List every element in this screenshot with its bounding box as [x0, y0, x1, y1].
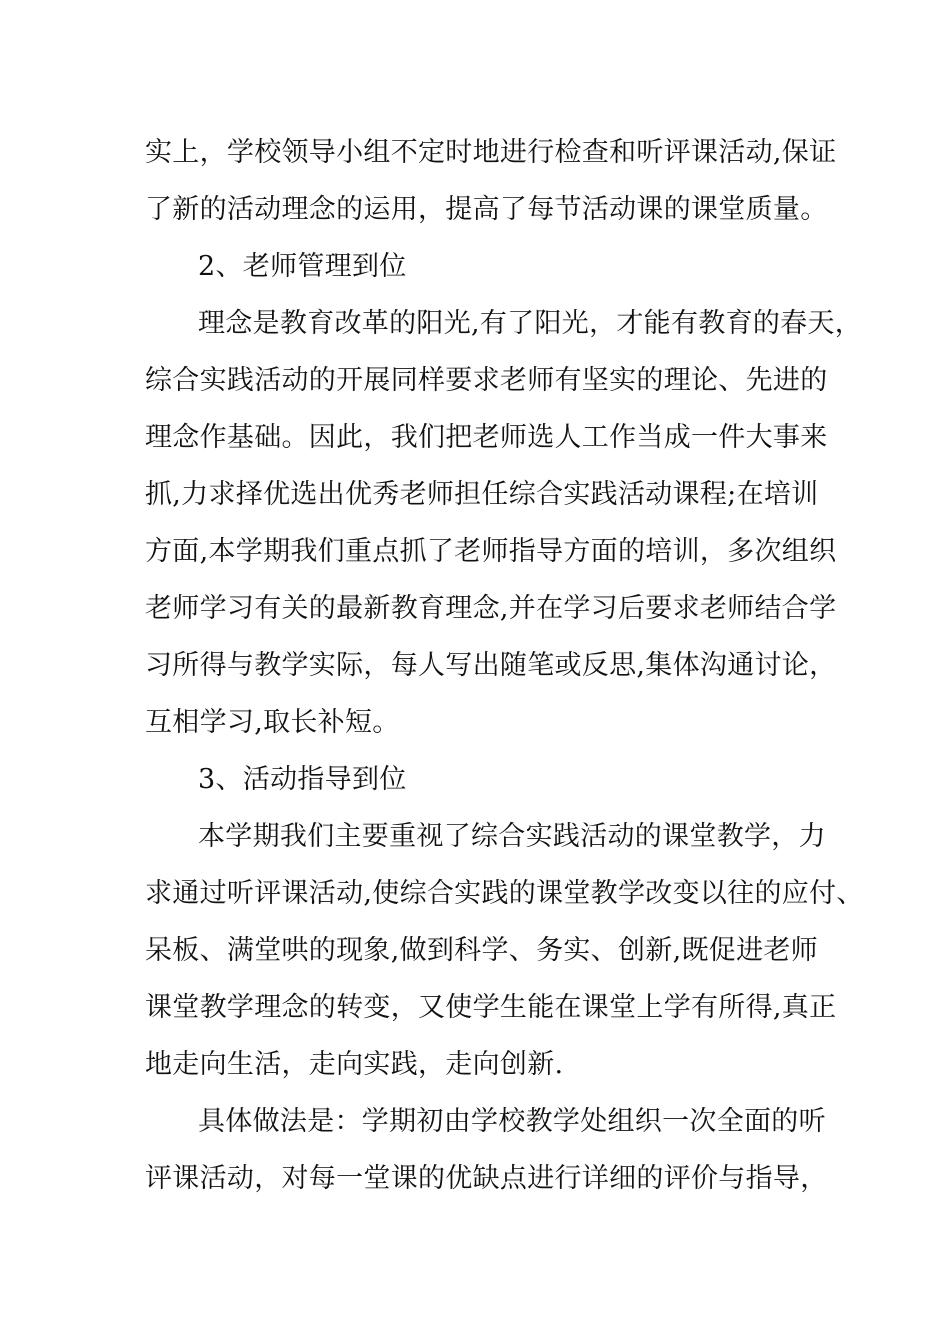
body-text-line: 互相学习,取长补短。 — [145, 707, 400, 738]
body-text-line: 呆板、满堂哄的现象,做到科学、务实、创新,既促进老师 — [145, 935, 818, 966]
body-text-line: 理念是教育改革的阳光,有了阳光，才能有教育的春天， — [198, 308, 863, 339]
body-text-line: 评课活动，对每一堂课的优缺点进行详细的评价与指导， — [145, 1163, 828, 1194]
body-text-line: 方面,本学期我们重点抓了老师指导方面的培训，多次组织 — [145, 536, 837, 567]
body-text-line: 地走向生活，走向实践，走向创新. — [145, 1049, 564, 1080]
body-text-line: 求通过听评课活动,使综合实践的课堂教学改变以往的应付、 — [145, 878, 864, 909]
body-text-line: 综合实践活动的开展同样要求老师有坚实的理论、先进的 — [145, 365, 828, 396]
body-text-line: 课堂教学理念的转变，又使学生能在课堂上学有所得,真正 — [145, 992, 837, 1023]
body-text-line: 了新的活动理念的运用，提高了每节活动课的课堂质量。 — [145, 194, 828, 225]
body-text-line: 老师学习有关的最新教育理念,并在学习后要求老师结合学 — [145, 593, 837, 624]
section-heading: 3、活动指导到位 — [198, 764, 407, 795]
body-text-line: 实上，学校领导小组不定时地进行检查和听评课活动,保证 — [145, 137, 837, 168]
body-text-line: 习所得与教学实际，每人写出随笔或反思,集体沟通讨论， — [145, 650, 837, 681]
body-text-line: 本学期我们主要重视了综合实践活动的课堂教学，力 — [198, 821, 826, 852]
section-heading: 2、老师管理到位 — [198, 251, 407, 282]
body-text-line: 理念作基础。因此，我们把老师选人工作当成一件大事来 — [145, 422, 828, 453]
body-text-line: 具体做法是：学期初由学校教学处组织一次全面的听 — [198, 1106, 826, 1137]
body-text-line: 抓,力求择优选出优秀老师担任综合实践活动课程;在培训 — [145, 479, 819, 510]
